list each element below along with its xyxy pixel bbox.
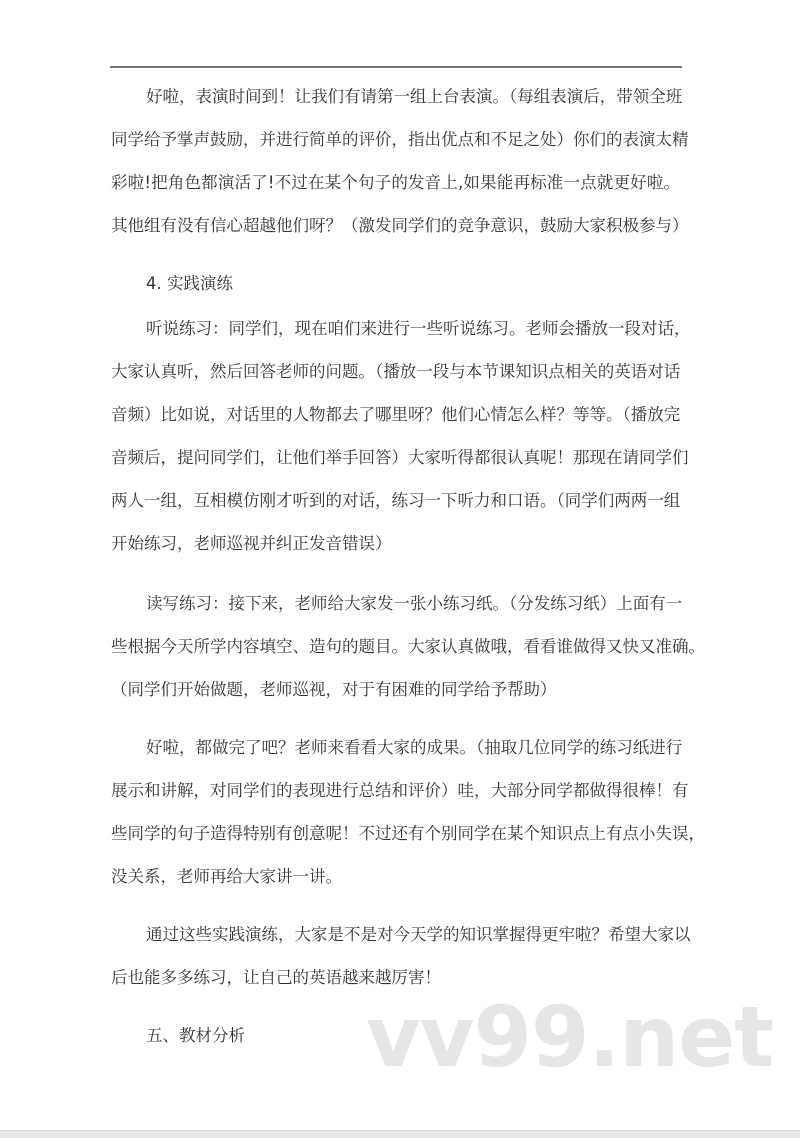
paragraph-line: 好啦，表演时间到！让我们有请第一组上台表演。（每组表演后，带领全班 xyxy=(146,87,683,106)
paragraph-line: 听说练习：同学们，现在咱们来进行一些听说练习。老师会播放一段对话， xyxy=(146,319,691,338)
paragraph-line: 其他组有没有信心超越他们呀？（激发同学们的竞争意识，鼓励大家积极参与） xyxy=(111,216,689,235)
section-heading: 4. 实践演练 xyxy=(146,274,233,293)
paragraph-line: 好啦，都做完了吧？老师来看看大家的成果。（抽取几位同学的练习纸进行 xyxy=(146,738,683,757)
paragraph-line: 开始练习，老师巡视并纠正发音错误） xyxy=(111,534,392,553)
paragraph-line: 后也能多多练习，让自己的英语越来越厉害！ xyxy=(111,968,441,987)
paragraph-line: （同学们开始做题，老师巡视，对于有困难的同学给予帮助） xyxy=(111,680,557,699)
watermark: vv99.net xyxy=(366,988,774,1086)
paragraph-line: 音频）比如说，对话里的人物都去了哪里呀？他们心情怎么样？等等。（播放完 xyxy=(111,405,681,424)
paragraph-line: 音频后，提问同学们，让他们举手回答）大家听得都很认真呢！那现在请同学们 xyxy=(111,448,689,467)
paragraph-line: 展示和讲解，对同学们的表现进行总结和评价）哇，大部分同学都做得很棒！有 xyxy=(111,781,689,800)
paragraph-line: 彩啦!把角色都演活了!不过在某个句子的发音上,如果能再标准一点就更好啦。 xyxy=(111,173,680,192)
paragraph-line: 些根据今天所学内容填空、造句的题目。大家认真做哦，看看谁做得又快又准确。 xyxy=(111,637,705,656)
paragraph-line: 没关系，老师再给大家讲一讲。 xyxy=(111,867,342,886)
paragraph-line: 通过这些实践演练，大家是不是对今天学的知识掌握得更牢啦？希望大家以 xyxy=(146,925,691,944)
paragraph-line: 些同学的句子造得特别有创意呢！不过还有个别同学在某个知识点上有点小失误， xyxy=(111,824,705,843)
section-heading: 五、教材分析 xyxy=(146,1026,245,1045)
paragraph-line: 两人一组，互相模仿刚才听到的对话，练习一下听力和口语。（同学们两两一组 xyxy=(111,491,681,510)
paragraph-line: 读写练习：接下来，老师给大家发一张小练习纸。（分发练习纸）上面有一 xyxy=(146,594,683,613)
paragraph-line: 同学给予掌声鼓励，并进行简单的评价，指出优点和不足之处）你们的表演太精 xyxy=(111,130,689,149)
header-rule xyxy=(110,66,682,68)
paragraph-line: 大家认真听，然后回答老师的问题。（播放一段与本节课知识点相关的英语对话 xyxy=(111,362,681,381)
